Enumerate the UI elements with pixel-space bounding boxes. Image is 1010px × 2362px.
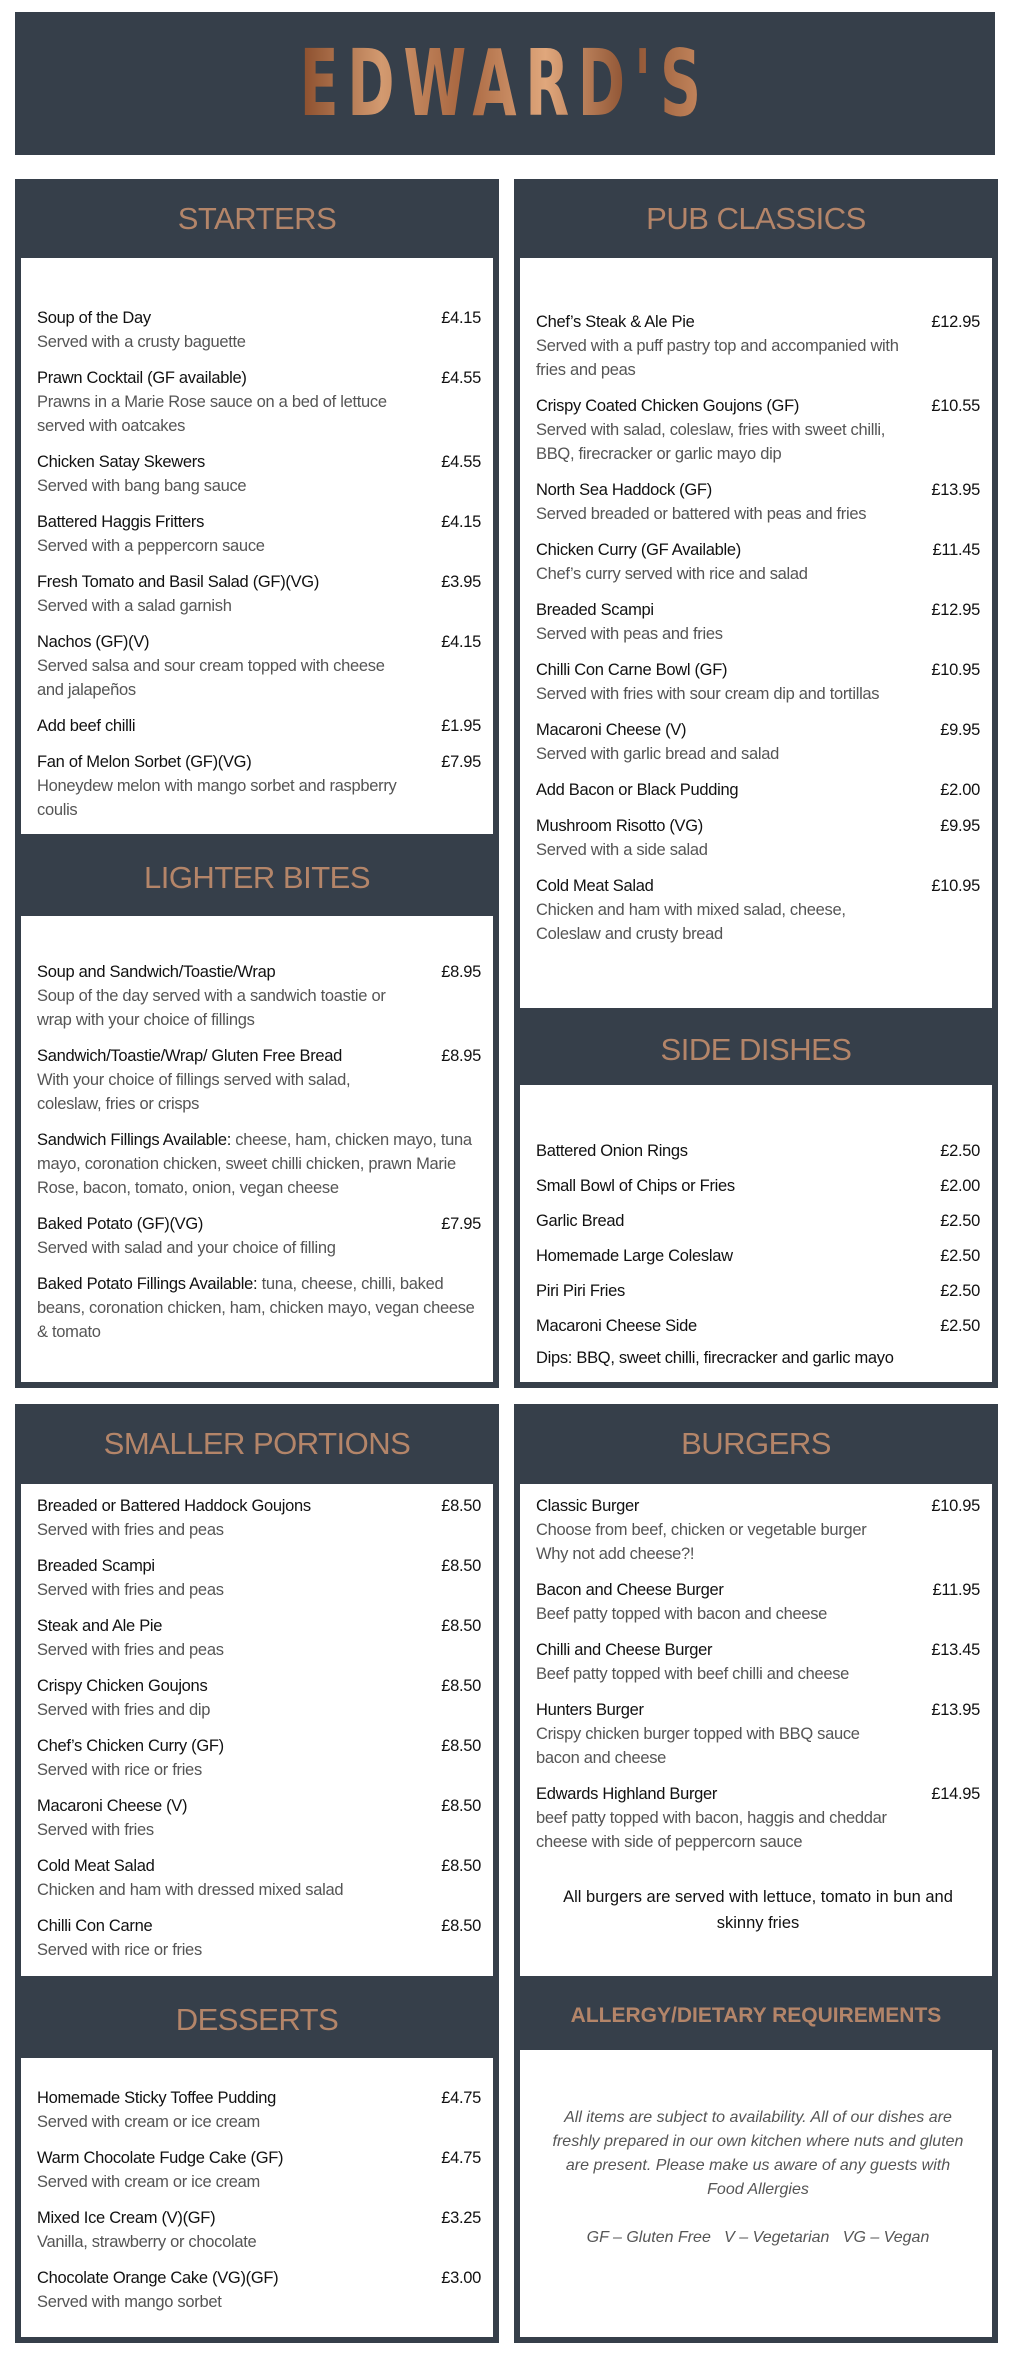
item-row — [37, 1794, 481, 1818]
item-row — [536, 1638, 980, 1662]
item-row — [37, 714, 481, 738]
item-price: £3.95 — [441, 573, 481, 591]
menu-item — [536, 598, 980, 646]
item-price: £3.00 — [441, 2269, 481, 2287]
item-row — [37, 750, 481, 774]
item-description: Served with rice or fries — [37, 1761, 202, 1779]
item-price: £8.50 — [441, 1737, 481, 1755]
item-description: Served with fries and peas — [37, 1581, 224, 1599]
potato-fillings-note — [37, 1272, 481, 1344]
item-price: £8.50 — [441, 1677, 481, 1695]
section-body — [514, 258, 998, 1014]
menu-item — [37, 450, 481, 498]
item-name: Crispy Coated Chicken Goujons (GF) — [536, 397, 800, 415]
item-price: £2.50 — [940, 1142, 980, 1160]
menu-item — [536, 658, 980, 706]
item-price: £8.50 — [441, 1557, 481, 1575]
menu-item — [536, 1638, 980, 1686]
menu-item — [37, 1044, 481, 1116]
menu-item — [536, 874, 980, 946]
item-price: £10.95 — [931, 661, 980, 679]
item-row — [536, 718, 980, 742]
menu-item — [536, 1494, 980, 1566]
item-name: Warm Chocolate Fudge Cake (GF) — [37, 2149, 284, 2167]
item-description: Served with a puff pastry top and accompanied with fries and peas — [536, 337, 899, 379]
section-header — [15, 1404, 499, 1484]
item-name: Macaroni Cheese (V) — [536, 721, 687, 739]
item-row — [536, 394, 980, 418]
item-description: Served with fries — [37, 1821, 154, 1839]
item-row — [37, 2206, 481, 2230]
menu-list — [536, 1139, 980, 1338]
restaurant-header — [15, 12, 995, 155]
item-row — [37, 570, 481, 594]
menu-item — [37, 1614, 481, 1662]
item-row — [37, 1614, 481, 1638]
item-name: Nachos (GF)(V) — [37, 633, 150, 651]
note-label: Sandwich Fillings Available: — [37, 1131, 231, 1149]
item-row — [536, 814, 980, 838]
item-price: £13.95 — [931, 1701, 980, 1719]
menu-item — [536, 538, 980, 586]
item-name: Bacon and Cheese Burger — [536, 1581, 724, 1599]
section-header — [514, 179, 998, 258]
menu-item — [37, 750, 481, 822]
menu-item — [536, 1698, 980, 1770]
item-price: £2.00 — [940, 781, 980, 799]
item-price: £14.95 — [931, 1785, 980, 1803]
menu-item — [37, 2206, 481, 2254]
item-description: Served breaded or battered with peas and fries — [536, 505, 867, 523]
item-price: £11.95 — [932, 1581, 980, 1599]
item-name: Chicken Satay Skewers — [37, 453, 205, 471]
menu-item — [37, 510, 481, 558]
item-description: With your choice of fillings served with salad, coleslaw, fries or crisps — [37, 1071, 351, 1113]
item-row — [37, 1554, 481, 1578]
item-price: £13.95 — [931, 481, 980, 499]
item-price: £4.55 — [441, 369, 481, 387]
item-price: £2.00 — [940, 1177, 980, 1195]
item-name: Soup of the Day — [37, 309, 151, 327]
item-name: Homemade Large Coleslaw — [536, 1247, 733, 1265]
menu-item — [37, 960, 481, 1032]
menu-item — [37, 2086, 481, 2134]
item-description: Served salsa and sour cream topped with cheese and jalapeños — [37, 657, 385, 699]
item-description: beef patty topped with bacon, haggis and cheddar cheese with side of peppercorn sauce — [536, 1809, 887, 1851]
item-description: Served with garlic bread and salad — [536, 745, 779, 763]
item-price: £10.55 — [931, 397, 980, 415]
item-description: Served with bang bang sauce — [37, 477, 247, 495]
item-row — [37, 306, 481, 330]
item-description: Served with salad and your choice of filling — [37, 1239, 336, 1257]
item-name: Cold Meat Salad — [37, 1857, 155, 1875]
item-description: Prawns in a Marie Rose sauce on a bed of lettuce served with oatcakes — [37, 393, 387, 435]
menu-item — [37, 306, 481, 354]
item-price: £4.55 — [441, 453, 481, 471]
item-price: £9.95 — [940, 721, 980, 739]
item-row — [536, 1139, 980, 1163]
item-price: £4.75 — [441, 2149, 481, 2167]
section-title: DESSERTS — [175, 2002, 339, 2037]
section-body — [15, 258, 499, 840]
item-name: Mixed Ice Cream (V)(GF) — [37, 2209, 216, 2227]
menu-item — [37, 2266, 481, 2314]
dietary-key: GF – Gluten Free V – Vegetarian VG – Vegan — [586, 2229, 930, 2246]
section-header — [514, 1014, 998, 1085]
section-header — [514, 1982, 998, 2050]
item-row — [536, 310, 980, 334]
item-price: £7.95 — [441, 753, 481, 771]
menu-item — [37, 1674, 481, 1722]
item-description: Vanilla, strawberry or chocolate — [37, 2233, 257, 2251]
item-name: Mushroom Risotto (VG) — [536, 817, 703, 835]
item-row — [536, 1174, 980, 1198]
item-price: £2.50 — [940, 1282, 980, 1300]
section-allergy — [514, 1982, 998, 2343]
item-row — [37, 2146, 481, 2170]
item-row — [37, 960, 481, 984]
item-row — [536, 598, 980, 622]
menu-item — [536, 778, 980, 802]
item-price: £3.25 — [441, 2209, 481, 2227]
item-description: Chef’s curry served with rice and salad — [536, 565, 808, 583]
item-name: Garlic Bread — [536, 1212, 625, 1230]
item-name: Homemade Sticky Toffee Pudding — [37, 2089, 276, 2107]
menu-item — [37, 1554, 481, 1602]
item-row — [37, 1674, 481, 1698]
allergy-text: All items are subject to availability. All of our dishes are freshly prepared in our own kitchen where nuts and gluten are present. Please make us aware of any guests with Food Allergies — [552, 2109, 964, 2198]
item-row — [536, 1698, 980, 1722]
note-text: cheese, ham, chicken mayo, tuna mayo, coronation chicken, sweet chilli chicken, prawn Marie Rose, bacon, tomato, onion, vegan cheese — [37, 1131, 472, 1197]
item-description: Served with fries and dip — [37, 1701, 211, 1719]
item-name: Chef’s Chicken Curry (GF) — [37, 1737, 224, 1755]
item-description: Served with mango sorbet — [37, 2293, 222, 2311]
section-title: PUB CLASSICS — [646, 200, 866, 236]
item-price: £12.95 — [931, 601, 980, 619]
item-description: Choose from beef, chicken or vegetable burger Why not add cheese?! — [536, 1521, 867, 1563]
item-row — [37, 1044, 481, 1068]
menu-item — [37, 1854, 481, 1902]
item-description: Served with a salad garnish — [37, 597, 232, 615]
item-description: Beef patty topped with bacon and cheese — [536, 1605, 828, 1623]
menu-item — [536, 1139, 980, 1163]
item-price: £4.15 — [441, 633, 481, 651]
item-name: Prawn Cocktail (GF available) — [37, 369, 247, 387]
menu-item — [536, 1209, 980, 1233]
menu-item — [536, 1578, 980, 1626]
menu-item — [37, 366, 481, 438]
item-name: Chocolate Orange Cake (VG)(GF) — [37, 2269, 279, 2287]
section-pub-classics — [514, 179, 998, 1014]
item-price: £4.75 — [441, 2089, 481, 2107]
item-description: Crispy chicken burger topped with BBQ sauce bacon and cheese — [536, 1725, 860, 1767]
item-row — [37, 366, 481, 390]
menu-item — [536, 1244, 980, 1268]
item-name: Baked Potato (GF)(VG) — [37, 1215, 204, 1233]
item-row — [37, 630, 481, 654]
item-price: £7.95 — [441, 1215, 481, 1233]
item-price: £10.95 — [931, 877, 980, 895]
section-header — [514, 1404, 998, 1484]
item-price: £8.50 — [441, 1797, 481, 1815]
item-name: Cold Meat Salad — [536, 877, 654, 895]
item-name: Chilli Con Carne Bowl (GF) — [536, 661, 728, 679]
item-price: £8.50 — [441, 1497, 481, 1515]
item-name: Chilli Con Carne — [37, 1917, 153, 1935]
section-desserts — [15, 1982, 499, 2343]
item-price: £2.50 — [940, 1247, 980, 1265]
dips-note: Dips: BBQ, sweet chilli, firecracker and garlic mayo — [536, 1349, 894, 1367]
item-row — [37, 1494, 481, 1518]
item-name: Battered Onion Rings — [536, 1142, 688, 1160]
item-description: Served with peas and fries — [536, 625, 723, 643]
item-name: Fresh Tomato and Basil Salad (GF)(VG) — [37, 573, 320, 591]
item-name: Steak and Ale Pie — [37, 1617, 163, 1635]
item-name: Add beef chilli — [37, 717, 136, 735]
section-body — [15, 1484, 499, 1982]
item-name: Crispy Chicken Goujons — [37, 1677, 208, 1695]
item-name: Breaded Scampi — [37, 1557, 155, 1575]
item-description: Served with a peppercorn sauce — [37, 537, 265, 555]
section-title: ALLERGY/DIETARY REQUIREMENTS — [570, 2004, 942, 2027]
item-row — [536, 1209, 980, 1233]
item-description: Chicken and ham with dressed mixed salad — [37, 1881, 344, 1899]
item-description: Served with fries and peas — [37, 1641, 224, 1659]
item-name: Small Bowl of Chips or Fries — [536, 1177, 735, 1195]
menu-item — [536, 814, 980, 862]
section-smaller-portions — [15, 1404, 499, 1982]
item-name: Breaded Scampi — [536, 601, 654, 619]
section-title: STARTERS — [177, 200, 337, 236]
item-name: North Sea Haddock (GF) — [536, 481, 712, 499]
menu-item — [536, 1782, 980, 1854]
section-header — [15, 179, 499, 258]
item-description: Soup of the day served with a sandwich toastie or wrap with your choice of fillings — [37, 987, 386, 1029]
item-description: Served with a crusty baguette — [37, 333, 246, 351]
menu-item — [37, 1914, 481, 1962]
section-lighter-bites — [15, 840, 499, 1388]
item-row — [536, 478, 980, 502]
item-price: £8.50 — [441, 1857, 481, 1875]
menu-list — [37, 960, 481, 1116]
section-title: SIDE DISHES — [660, 1031, 852, 1067]
item-description: Served with rice or fries — [37, 1941, 202, 1959]
restaurant-logo: EDWARD'S — [299, 30, 711, 137]
item-row — [536, 658, 980, 682]
item-row — [37, 2266, 481, 2290]
item-price: £8.95 — [441, 963, 481, 981]
sandwich-fillings-note — [37, 1128, 481, 1200]
section-header — [15, 1982, 499, 2058]
item-price: £4.15 — [441, 309, 481, 327]
item-price: £10.95 — [931, 1497, 980, 1515]
item-price: £2.50 — [940, 1317, 980, 1335]
item-row — [536, 1279, 980, 1303]
item-name: Macaroni Cheese (V) — [37, 1797, 188, 1815]
menu-item — [536, 394, 980, 466]
item-row — [536, 1578, 980, 1602]
menu-item — [37, 570, 481, 618]
section-burgers — [514, 1404, 998, 1982]
item-price: £4.15 — [441, 513, 481, 531]
item-row — [536, 874, 980, 898]
item-price: £2.50 — [940, 1212, 980, 1230]
item-row — [37, 1914, 481, 1938]
item-price: £8.95 — [441, 1047, 481, 1065]
item-name: Chef’s Steak & Ale Pie — [536, 313, 695, 331]
item-name: Add Bacon or Black Pudding — [536, 781, 739, 799]
menu-item — [37, 1212, 481, 1260]
item-name: Battered Haggis Fritters — [37, 513, 205, 531]
item-price: £12.95 — [931, 313, 980, 331]
section-starters — [15, 179, 499, 840]
menu-item — [536, 718, 980, 766]
item-name: Macaroni Cheese Side — [536, 1317, 697, 1335]
item-name: Edwards Highland Burger — [536, 1785, 718, 1803]
item-price: £1.95 — [441, 717, 481, 735]
item-price: £13.45 — [931, 1641, 980, 1659]
item-description: Served with fries and peas — [37, 1521, 224, 1539]
item-row — [536, 1494, 980, 1518]
item-price: £11.45 — [932, 541, 980, 559]
item-name: Chicken Curry (GF Available) — [536, 541, 741, 559]
item-price: £8.50 — [441, 1617, 481, 1635]
note-text: tuna, cheese, chilli, baked beans, coronation chicken, ham, chicken mayo, vegan cheese & tomato — [37, 1275, 475, 1341]
item-name: Sandwich/Toastie/Wrap/ Gluten Free Bread — [37, 1047, 343, 1065]
menu-item — [536, 478, 980, 526]
section-title: BURGERS — [681, 1426, 831, 1461]
item-name: Soup and Sandwich/Toastie/Wrap — [37, 963, 276, 981]
item-description: Served with fries with sour cream dip and tortillas — [536, 685, 880, 703]
menu-list — [536, 1494, 980, 1854]
item-row — [37, 1734, 481, 1758]
item-row — [37, 1854, 481, 1878]
section-body — [15, 916, 499, 1388]
item-row — [536, 1244, 980, 1268]
menu-item — [536, 1314, 980, 1338]
item-description: Chicken and ham with mixed salad, cheese, Coleslaw and crusty bread — [536, 901, 846, 943]
item-row — [536, 1314, 980, 1338]
item-row — [37, 450, 481, 474]
item-description: Honeydew melon with mango sorbet and raspberry coulis — [37, 777, 397, 819]
menu-item — [37, 1734, 481, 1782]
item-row — [37, 510, 481, 534]
section-side-dishes — [514, 1014, 998, 1388]
item-row — [536, 1782, 980, 1806]
section-body — [514, 1484, 998, 1982]
menu-item — [536, 1279, 980, 1303]
note-label: Baked Potato Fillings Available: — [37, 1275, 258, 1293]
burgers-note: All burgers are served with lettuce, tomato in bun and skinny fries — [563, 1888, 953, 1932]
section-body — [15, 2058, 499, 2343]
item-description: Beef patty topped with beef chilli and cheese — [536, 1665, 850, 1683]
item-description: Served with a side salad — [536, 841, 708, 859]
item-description: Served with cream or ice cream — [37, 2173, 260, 2191]
item-row — [536, 538, 980, 562]
section-title: LIGHTER BITES — [143, 860, 371, 895]
section-body — [514, 1085, 998, 1388]
item-name: Piri Piri Fries — [536, 1282, 625, 1300]
item-row — [37, 2086, 481, 2110]
menu-item — [37, 1494, 481, 1542]
menu-item — [536, 310, 980, 382]
item-description: Served with salad, coleslaw, fries with sweet chilli, BBQ, firecracker or garlic mayo dip — [536, 421, 886, 463]
item-name: Classic Burger — [536, 1497, 640, 1515]
item-price: £9.95 — [940, 817, 980, 835]
item-row — [536, 778, 980, 802]
item-name: Chilli and Cheese Burger — [536, 1641, 713, 1659]
menu-item — [536, 1174, 980, 1198]
section-body — [514, 2050, 998, 2343]
item-name: Fan of Melon Sorbet (GF)(VG) — [37, 753, 252, 771]
item-name: Hunters Burger — [536, 1701, 644, 1719]
item-price: £8.50 — [441, 1917, 481, 1935]
menu-item — [37, 2146, 481, 2194]
section-title: SMALLER PORTIONS — [103, 1426, 411, 1461]
menu-item — [37, 1794, 481, 1842]
section-header — [15, 840, 499, 916]
menu-item — [37, 630, 481, 702]
item-description: Served with cream or ice cream — [37, 2113, 260, 2131]
item-name: Breaded or Battered Haddock Goujons — [37, 1497, 311, 1515]
menu-item — [37, 714, 481, 738]
